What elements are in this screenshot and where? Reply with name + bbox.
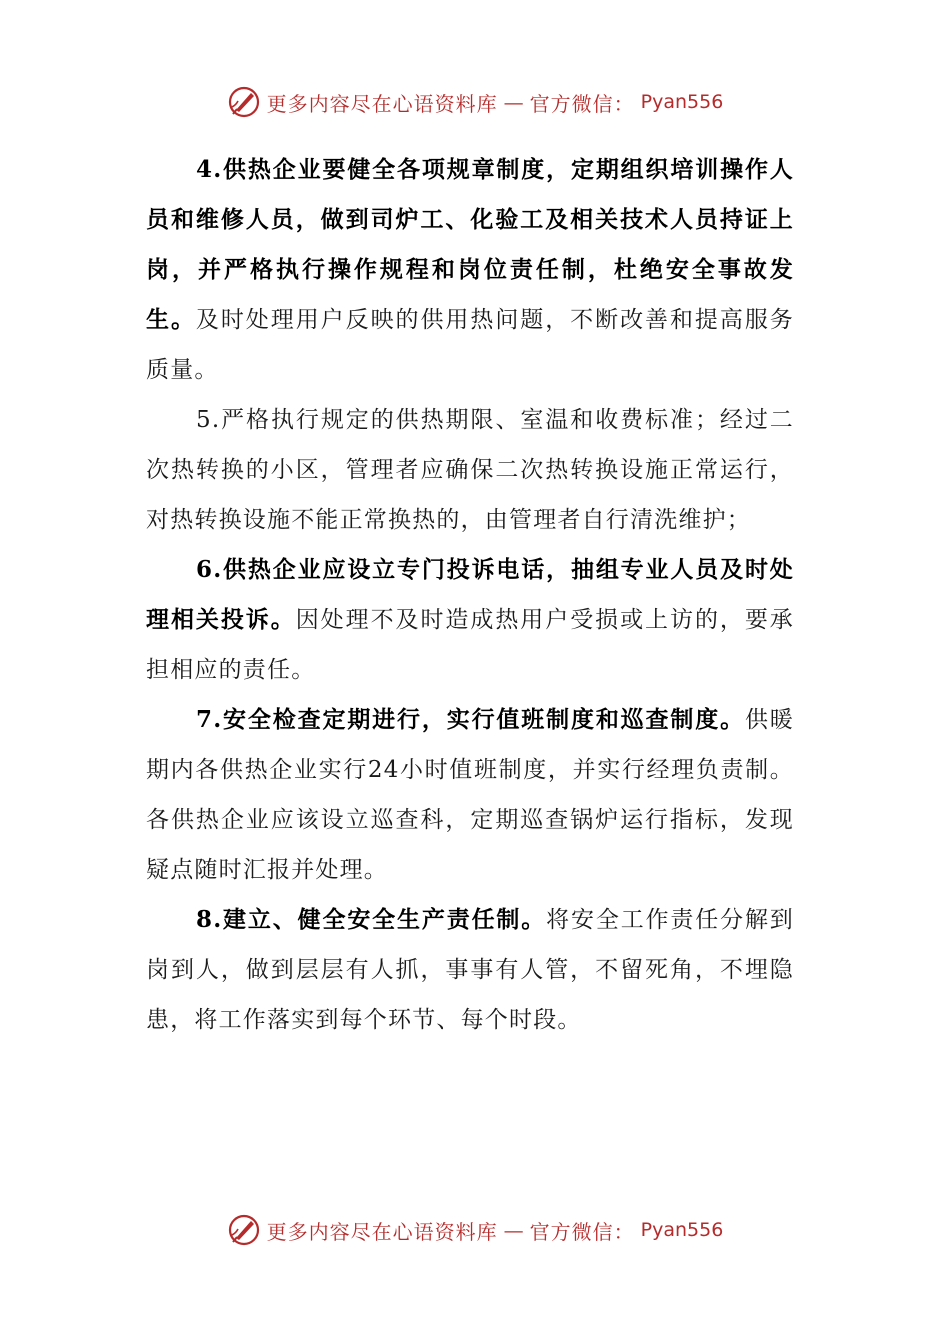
paragraph-8 [146,895,794,1045]
watermark-wechat-label: 官方微信： [529,91,635,116]
paragraph-8-bold: 8.建立、健全安全生产责任制。 [196,906,547,933]
paragraph-6-text: 因处理不及时造成热用户受损或上访的，要承担相应的责任。 [146,607,795,683]
watermark-brand: 更多内容尽在心语资料库 [266,1219,498,1244]
watermark-wechat-id: Pyan556 [640,1219,724,1241]
paragraph-4-text: 及时处理用户反映的供用热问题，不断改善和提高服务质量。 [146,307,794,383]
footer-watermark [0,1208,950,1252]
paragraph-5 [146,395,794,545]
paragraph-4 [146,145,794,395]
watermark-separator: — [503,90,524,114]
paragraph-7 [146,695,794,895]
watermark-wechat-label: 官方微信： [529,1219,635,1244]
paragraph-6-bold: 6.供热企业应设立专门投诉电话，抽组专业人员及时处理相关投诉。 [146,556,794,633]
paragraph-7-bold: 7.安全检查定期进行，实行值班制度和巡查制度。 [196,706,745,733]
paragraph-7-text: 供暖期内各供热企业实行24小时值班制度，并实行经理负责制。各供热企业应该设立巡查科，定期巡查锅炉运行指标，发现疑点随时汇报并处理。 [146,707,794,883]
header-watermark [0,80,950,124]
document-body [146,145,794,1045]
watermark-brand: 更多内容尽在心语资料库 [266,91,498,116]
paragraph-6 [146,545,794,695]
paragraph-4-bold: 4.供热企业要健全各项规章制度，定期组织培训操作人员和维修人员，做到司炉工、化验工及相关技术人员持证上岗，并严格执行操作规程和岗位责任制，杜绝安全事故发生。 [146,156,794,333]
quill-logo-icon [227,1213,261,1247]
quill-logo-icon [227,85,261,119]
watermark-separator: — [503,1218,524,1242]
watermark-wechat-id: Pyan556 [640,91,724,113]
paragraph-8-text: 将安全工作责任分解到岗到人，做到层层有人抓，事事有人管，不留死角，不埋隐患，将工作落实到每个环节、每个时段。 [146,907,795,1033]
paragraph-5-text: 5.严格执行规定的供热期限、室温和收费标准；经过二次热转换的小区，管理者应确保二次热转换设施正常运行，对热转换设施不能正常换热的，由管理者自行清洗维护； [146,407,794,533]
